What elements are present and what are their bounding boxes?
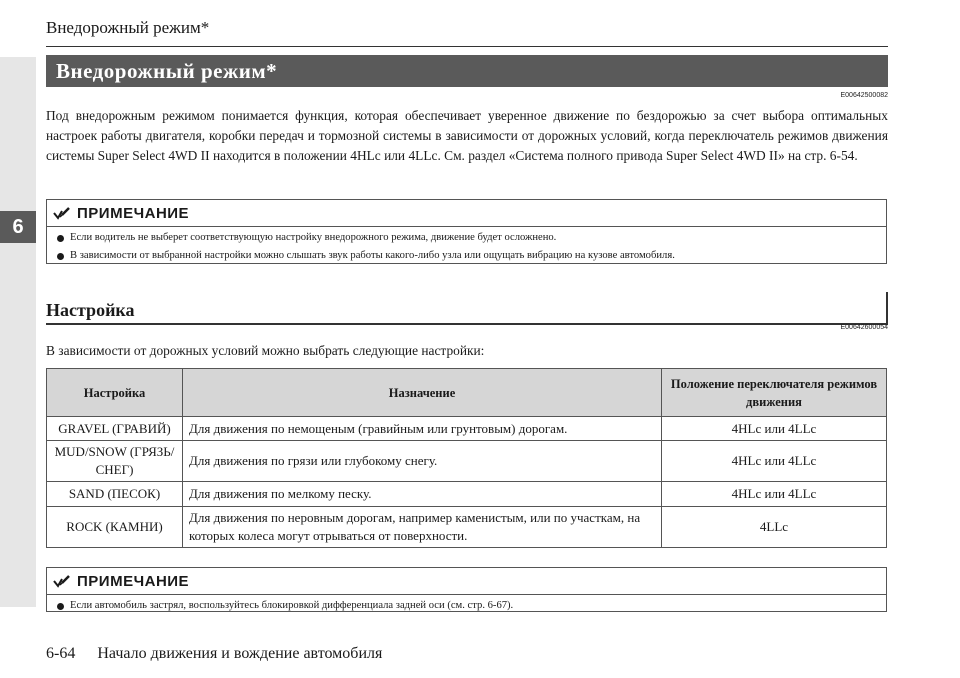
table-cell: SAND (ПЕСОК) (47, 482, 183, 507)
table-cell: 4HLc или 4LLc (662, 441, 887, 482)
note-item (47, 597, 886, 615)
note-heading-label: ПРИМЕЧАНИЕ (77, 204, 190, 222)
subsection-rule-end (886, 292, 888, 325)
intro-paragraph: Под внедорожным режимом понимается функция, которая обеспечивает уверенное движение по бездорожью за счет выбора оптимальных настроек работы двигателя, коробки передач и тормозной системы в зависимости от дорожных условий, когда переключатель режимов движения системы Super Select 4WD II находится в положении 4HLc или 4LLc. См. раздел «Система полного привода Super Select 4WD II» на стр. 6-54. (46, 108, 888, 163)
table-cell: ROCK (КАМНИ) (47, 507, 183, 548)
table-cell: Для движения по мелкому песку. (183, 482, 662, 507)
chapter-title: Начало движения и вождение автомобиля (97, 645, 383, 662)
chapter-tab: 6 (0, 211, 36, 243)
note-item-text: В зависимости от выбранной настройки можно слышать звук работы какого-либо узла или ощущать вибрацию на кузове автомобиля. (70, 250, 675, 261)
note-item-text: Если водитель не выберет соответствующую настройку внедорожного режима, движение будет осложнено. (70, 232, 557, 243)
table-cell: Для движения по грязи или глубокому снегу. (183, 441, 662, 482)
table-row (47, 441, 887, 482)
table-row (47, 482, 887, 507)
subsection-rule (46, 323, 888, 325)
table-header-row (47, 369, 887, 417)
side-strip (0, 57, 36, 607)
table-cell: GRAVEL (ГРАВИЙ) (47, 417, 183, 441)
subsection-code: E00642600054 (840, 324, 888, 331)
page-footer (46, 645, 382, 663)
note-heading-label: ПРИМЕЧАНИЕ (77, 572, 190, 590)
table-cell: 4HLc или 4LLc (662, 482, 887, 507)
table-cell: MUD/SNOW (ГРЯЗЬ/СНЕГ) (47, 441, 183, 482)
note-box-2 (46, 567, 887, 612)
note-pencil-icon (53, 574, 71, 588)
note-item (47, 229, 886, 247)
table-cell: 4LLc (662, 507, 887, 548)
note-item (47, 247, 886, 265)
header-rule (46, 46, 888, 47)
table-cell: Для движения по неровным дорогам, например каменистым, или по участкам, на которых колеса могут отрываться от поверхности. (183, 507, 662, 548)
table-header-cell: Назначение (183, 369, 662, 417)
table-row (47, 417, 887, 441)
table-header-cell: Положение переключателя режимов движения (662, 369, 887, 417)
bullet-icon (57, 235, 64, 242)
table-cell: 4HLc или 4LLc (662, 417, 887, 441)
note-item-text: Если автомобиль застрял, воспользуйтесь блокировкой дифференциала задней оси (см. стр. 6-67). (70, 600, 514, 611)
note-box-1 (46, 199, 887, 264)
table-row (47, 507, 887, 548)
section-title: Внедорожный режим* (46, 55, 888, 87)
table-cell: Для движения по немощеным (гравийным или грунтовым) дорогам. (183, 417, 662, 441)
table-header-cell: Настройка (47, 369, 183, 417)
note-pencil-icon (53, 206, 71, 220)
running-header: Внедорожный режим* (46, 18, 210, 37)
section-code: E00642500082 (840, 92, 888, 99)
subsection-title: Настройка (46, 300, 135, 320)
bullet-icon (57, 603, 64, 610)
settings-paragraph: В зависимости от дорожных условий можно выбрать следующие настройки: (46, 343, 485, 358)
note-heading (47, 200, 886, 227)
settings-table (46, 368, 887, 548)
bullet-icon (57, 253, 64, 260)
page-number: 6-64 (46, 645, 76, 662)
note-heading (47, 568, 886, 595)
